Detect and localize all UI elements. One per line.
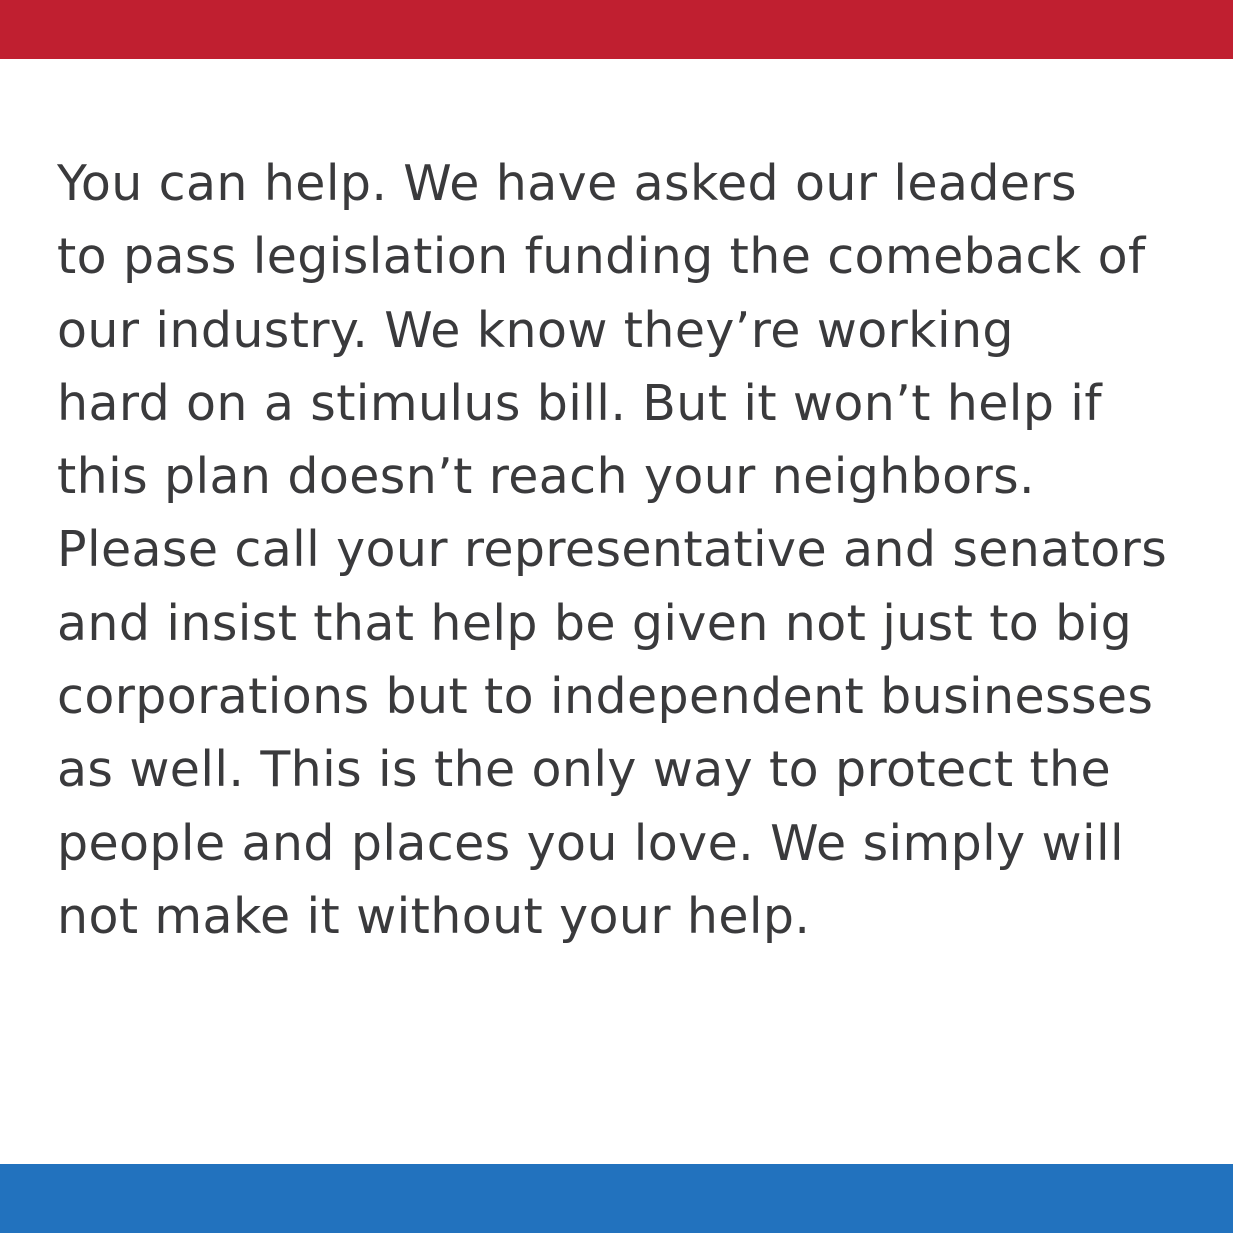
top-red-bar — [0, 0, 1233, 59]
message-line: and insist that help be given not just to big — [57, 594, 1133, 652]
message-line: as well. This is the only way to protect the — [57, 741, 1112, 799]
message-line: this plan doesn’t reach your neighbors. — [57, 448, 1036, 506]
message-line: You can help. We have asked our leaders — [57, 155, 1077, 212]
message-line: hard on a stimulus bill. But it won’t help if — [57, 374, 1102, 432]
message-line: Please call your representative and senators — [57, 521, 1168, 579]
message-line: not make it without your help. — [57, 887, 811, 945]
message-line: corporations but to independent businesses — [57, 668, 1154, 726]
message-text — [57, 147, 1207, 953]
bottom-blue-bar — [0, 1164, 1233, 1233]
message-line: people and places you love. We simply will — [57, 814, 1125, 872]
message-line: to pass legislation funding the comeback of — [57, 228, 1146, 286]
message-line: our industry. We know they’re working — [57, 301, 1014, 359]
